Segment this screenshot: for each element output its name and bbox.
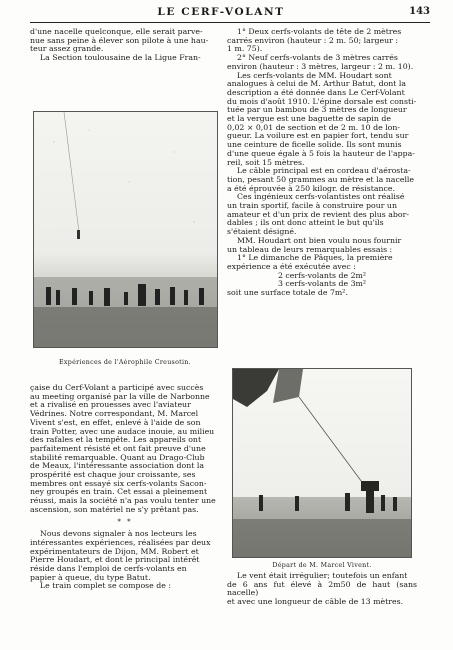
text-line: gueur. La voilure est en papier fort, tendu sur xyxy=(227,131,409,141)
text-line: au meeting organisé par la ville de Narbonne xyxy=(30,391,210,401)
text-line: réussi, mais la société n'a pas voulu tenter une xyxy=(30,496,216,506)
text-line: du mois d'août 1910. L'épine dorsale est consti- xyxy=(227,96,417,106)
text-line: de Meaux, l'intéressante association dont la xyxy=(30,461,204,471)
text-line: ney groupés en train. Cet essai a pleinement xyxy=(30,487,208,497)
text-line: 2 cerfs-volants de 2m² xyxy=(277,270,367,280)
text-line: Le train complet se compose de : xyxy=(40,581,171,591)
text-line: Pierre Houdart, et dont le principal intérêt xyxy=(30,555,200,565)
left-column-top xyxy=(30,28,220,63)
text-line: teur assez grande. xyxy=(30,44,104,54)
text-line: carrés environ (hauteur : 2 m. 50; largeur : xyxy=(227,35,398,45)
text-line: et a rivalisé en prouesses avec l'aviateur xyxy=(30,400,191,410)
text-line: Védrines. Notre correspondant, M. Marcel xyxy=(30,409,199,419)
text-line: Nous devons signaler à nos lecteurs les xyxy=(40,529,197,539)
text-line: s'étaient désigné. xyxy=(227,227,297,237)
page-number: 143 xyxy=(409,6,430,17)
text-line: ascension, son matériel ne s'y prêtant pas. xyxy=(30,504,199,514)
right-column-bottom xyxy=(227,572,417,607)
text-line: un train sportif, facile à construire pour un xyxy=(227,201,397,211)
text-line: et avec une longueur de câble de 13 mètres. xyxy=(227,597,404,607)
text-line: tuée par un bambou de 3 mètres de longueur xyxy=(227,105,407,115)
figure-caption-right: Départ de M. Marcel Vivent. xyxy=(272,562,372,569)
left-column-bottom xyxy=(30,384,220,591)
text-line: expérience a été exécutée avec : xyxy=(227,261,356,271)
text-line: analogues à celui de M. Arthur Batut, dont la xyxy=(227,79,407,89)
photo-aerophile-experiment xyxy=(33,111,218,348)
text-line: papier à queue, du type Batut. xyxy=(30,572,151,582)
running-title: LE CERF-VOLANT xyxy=(157,6,285,18)
text-line: parfaitement résisté et ont fait preuve d'une xyxy=(30,443,206,453)
text-line: train Potter, avec une audace inouie, au milieu xyxy=(30,426,215,436)
text-line: Le câble principal est en cordeau d'aérosta- xyxy=(237,166,411,176)
text-line: nue sans peine à élever son pilote à une hau- xyxy=(30,35,209,45)
text-line: prospérité est chaque jour croissante, ses xyxy=(30,470,196,480)
photo-illustration xyxy=(233,369,411,557)
text-line: Vivent s'est, en effet, enlevé à l'aide de son xyxy=(30,417,201,427)
text-line: description a été donnée dans Le Cerf-Volant xyxy=(227,87,405,97)
text-line: d'une nacelle quelconque, elle serait parve- xyxy=(30,27,203,36)
text-line: 0,02 × 0,01 de section et de 2 m. 10 de lon- xyxy=(227,122,401,132)
text-line: La Section toulousaine de la Ligue Fran- xyxy=(40,53,201,63)
text-line: de 6 ans fut élevé à 2m50 de haut (sans nacelle) xyxy=(227,579,417,598)
text-line: membres ont essayé six cerfs-volants Sacon- xyxy=(30,478,207,488)
figure-caption-left: Expériences de l'Aérophile Creusotin. xyxy=(59,359,191,366)
text-line: un tableau de leurs remarquables essais : xyxy=(227,244,393,254)
text-line: soit une surface totale de 7m². xyxy=(227,288,348,298)
header-rule xyxy=(30,22,430,23)
text-line: Ces ingénieux cerfs-volantistes ont réalisé xyxy=(237,192,405,202)
photo-illustration xyxy=(34,112,217,347)
text-line: a été éprouvée à 250 kilogr. de résistance. xyxy=(227,183,396,193)
text-line: des rafales et la tempête. Les appareils ont xyxy=(30,435,202,445)
text-line: MM. Houdart ont bien voulu nous fournir xyxy=(237,235,402,245)
text-line: et la vergue est une baguette de sapin de xyxy=(227,114,392,124)
right-column-top xyxy=(227,28,417,298)
text-line: intéressantes expériences, réalisées par deux xyxy=(30,537,211,547)
text-line: tion, pesant 50 grammes au mètre et la nacelle xyxy=(227,174,415,184)
text-line: 2° Neuf cerfs-volants de 3 mètres carrés xyxy=(237,53,398,63)
text-line: expérimentateurs de Dijon, MM. Robert et xyxy=(30,546,199,556)
section-separator: * * xyxy=(117,517,133,526)
text-line: d'une queue égale à 5 fois la hauteur de l'appa- xyxy=(227,148,415,158)
text-line: Les cerfs-volants de MM. Houdart sont xyxy=(237,70,392,80)
text-line: stabilité remarquable. Quant au Drago-Club xyxy=(30,452,205,462)
text-line: environ (hauteur : 3 mètres, largeur : 2 m. 10). xyxy=(227,61,414,71)
text-line: 1° Le dimanche de Pâques, la première xyxy=(237,253,393,263)
text-line: 1 m. 75). xyxy=(227,44,263,54)
text-line: une ceinture de ficelle solide. Ils sont munis xyxy=(227,140,402,150)
text-line: 1° Deux cerfs-volants de tête de 2 mètres xyxy=(237,27,402,36)
photo-marcel-vivent-departure xyxy=(232,368,412,558)
text-line: reil, soit 15 mètres. xyxy=(227,157,305,167)
text-line: çaise du Cerf-Volant a participé avec succès xyxy=(30,383,204,392)
text-line: réside dans l'emploi de cerfs-volants en xyxy=(30,564,187,574)
text-line: Le vent était irrégulier; toutefois un enfant xyxy=(237,571,408,580)
text-line: dables ; ils ont donc atteint le but qu'ils xyxy=(227,218,384,228)
text-line: 3 cerfs-volants de 3m² xyxy=(277,279,367,289)
text-line: amateur et d'un prix de revient des plus abor- xyxy=(227,209,409,219)
